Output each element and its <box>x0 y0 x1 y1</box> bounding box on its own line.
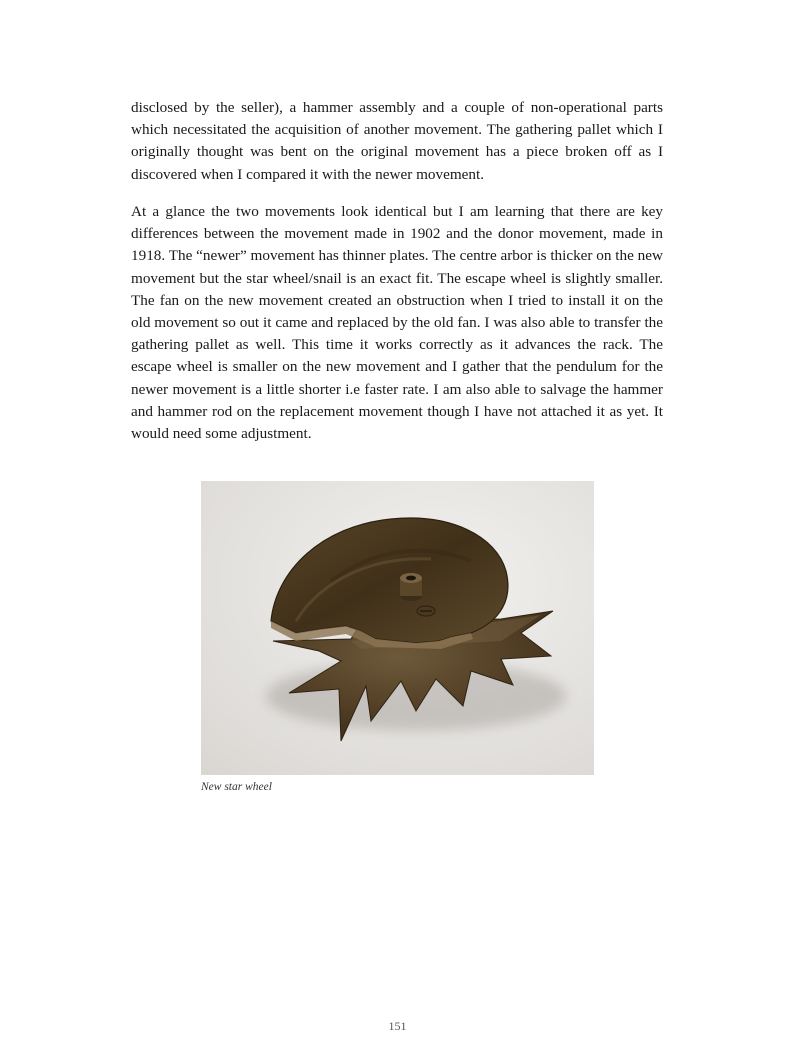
figure-caption: New star wheel <box>201 781 272 793</box>
star-wheel-photo <box>201 481 594 775</box>
body-paragraph-1: disclosed by the seller), a hammer assembly and a couple of non-operational parts which necessitated the acquisition of another movement. The gathering pallet which I originally thought was bent on the original movement has a piece broken off as I discovered when I compared it with the newer movement. <box>131 99 663 183</box>
page-number: 151 <box>388 1019 407 1033</box>
body-paragraph-2: At a glance the two movements look identical but I am learning that there are key differences between the movement made in 1902 and the donor movement, made in 1918. The “newer” movement has thinner plates. The centre arbor is thicker on the new movement but the star wheel/snail is an exact fit. The escape wheel is slightly smaller. The fan on the new movement created an obstruction when I tried to install it on the old movement so out it came and replaced by the old fan. I was also able to transfer the gathering pallet as well. This time it works correctly as it advances the rack. The escape wheel is smaller on the new movement and I gather that the pendulum for the newer movement is a little shorter i.e faster rate. I am also able to salvage the hammer and hammer rod on the replacement movement though I have not attached it as yet. It would need some adjustment. <box>131 203 663 443</box>
